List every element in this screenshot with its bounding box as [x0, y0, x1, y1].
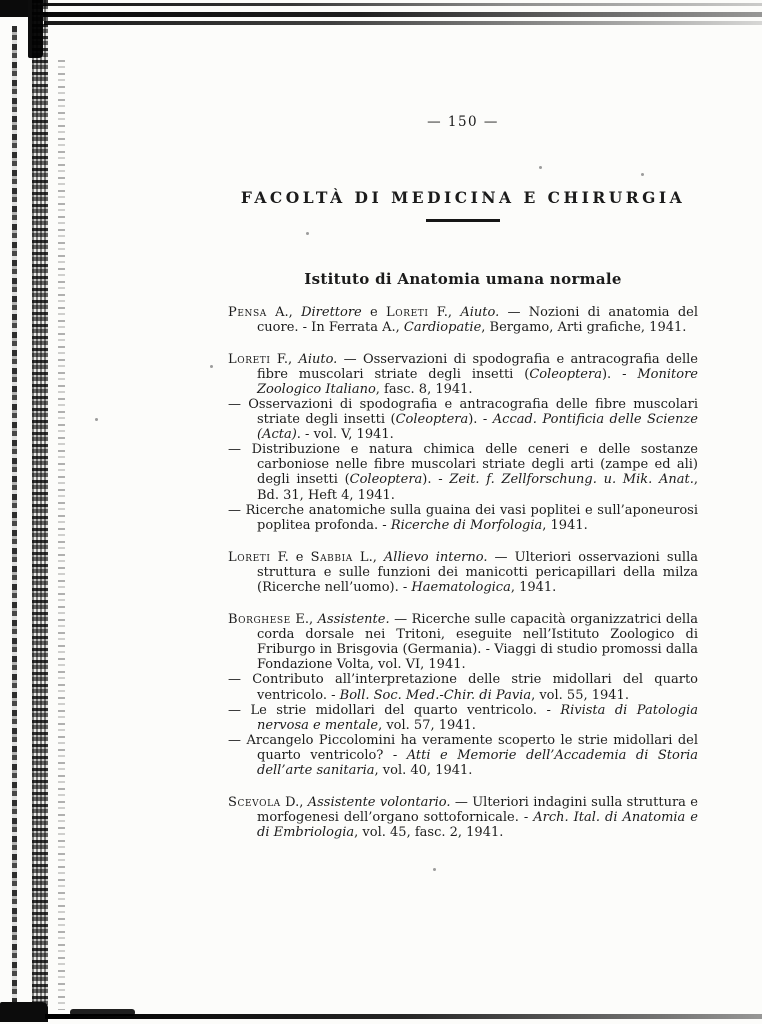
entry-segment: — Osservazioni di spodografia e antracografia delle fibre muscolari striate degli insetti (: [257, 351, 698, 382]
entry-segment: — Le strie midollari del quarto ventricolo. -: [228, 702, 561, 718]
entry-segment: Accad. Pontificia delle Scienze (Acta): [257, 412, 698, 443]
bibliography-entry: [228, 795, 698, 840]
bibliography-entry: [228, 442, 698, 502]
entry-segment: Scevola: [228, 795, 281, 811]
entry-segment: L.,: [352, 549, 384, 565]
entry-segment: Ricerche di Morfologia: [390, 517, 543, 533]
entry-segment: — Ulteriori osservazioni sulla struttura e sulle funzioni dei manicotti pericapillari della milza (Ricerche nell’uomo). -: [257, 549, 699, 595]
entry-segment: E.,: [290, 612, 318, 628]
entry-segment: — Nozioni di anatomia del cuore. - In Ferrata A.,: [257, 304, 699, 335]
entry-segment: Pensa: [228, 304, 267, 320]
entry-segment: Haematologica: [411, 580, 511, 595]
entry-segment: Zeit. f. Zellforschung. u. Mik. Anat.: [449, 472, 694, 488]
bibliography-entry: [228, 612, 698, 672]
bibliography-entry: [228, 733, 698, 778]
page-number: — 150 —: [427, 114, 499, 130]
entry-segment: Allievo interno.: [383, 549, 488, 565]
entry-segment: Aiuto.: [298, 351, 338, 367]
scan-artifact-binding-line-1: [12, 26, 17, 1006]
entry-segment: Cardiopatie: [403, 319, 482, 335]
bibliography-entry: [228, 503, 698, 533]
entry-segment: — Ricerche sulle capacità organizzatrici della corda dorsale nei Tritoni, eseguite nell’Istituto Zoologico di Friburgo in Brisgovia (Germania). - Viaggi di studio promossi dalla Fondazione Volta, vol. VI, 1941.: [257, 612, 698, 673]
entry-segment: — Osservazioni di spodografia e antracografia delle fibre muscolari striate degli insetti (: [228, 396, 698, 428]
entry-segment: , Bd. 31, Heft 4, 1941.: [257, 472, 698, 503]
entry-segment: — Distribuzione e natura chimica delle ceneri e delle sostanze carboniose nelle fibre muscolari striate degli arti (zampe ed ali) degli insetti (: [228, 442, 698, 488]
entry-segment: , vol. 55, 1941.: [531, 687, 629, 703]
bibliography-entry: [228, 397, 698, 442]
bibliography-entry: [228, 703, 698, 733]
entry-segment: D.,: [280, 795, 308, 811]
scan-artifact-binding-line-2: [32, 0, 48, 1012]
scan-artifact-corner-bar: [28, 0, 43, 58]
bibliography-entry: [228, 550, 698, 595]
entry-segment: Coleoptera: [529, 366, 602, 382]
entry-segment: e: [361, 304, 387, 320]
entry-segment: Monitore Zoologico Italiano: [257, 366, 698, 397]
faculty-title: FACOLTÀ DI MEDICINA E CHIRURGIA: [240, 188, 686, 207]
entry-segment: — Arcangelo Piccolomini ha veramente scoperto le strie midollari del quarto ventricolo? -: [228, 732, 698, 763]
entry-segment: F.,: [428, 304, 461, 320]
scan-artifact-corner-blob: [0, 0, 38, 17]
scan-speck: [210, 365, 213, 368]
page-content: [228, 0, 698, 840]
scan-speck: [95, 418, 98, 421]
entry-segment: Loreti: [386, 304, 429, 320]
entry-segment: ). -: [601, 366, 638, 382]
entry-segment: Coleoptera: [395, 412, 469, 428]
entry-segment: , vol. 57, 1941.: [378, 717, 476, 733]
entry-segment: . - vol. V, 1941.: [296, 427, 394, 443]
bibliography-entry: [228, 672, 698, 702]
entry-segment: ). -: [422, 472, 450, 488]
scan-artifact-bottom-bar: [70, 1009, 135, 1016]
scan-artifact-bottom-line: [45, 1014, 762, 1019]
entry-segment: Sabbia: [310, 549, 353, 565]
entry-segment: A.,: [266, 304, 302, 320]
entry-segment: F. e: [270, 549, 311, 565]
entry-segment: Atti e Memorie dell’Accademia di Storia dell’arte sanitaria: [257, 747, 698, 779]
bibliography-entry: [228, 352, 698, 397]
entry-segment: Assistente volontario.: [307, 795, 451, 811]
entry-segment: , vol. 45, fasc. 2, 1941.: [354, 825, 504, 841]
entry-segment: Borghese: [228, 612, 291, 628]
entry-segment: Boll. Soc. Med.-Chir. di Pavia: [339, 687, 532, 703]
bibliography-entry: [228, 305, 698, 335]
entry-segment: Loreti: [228, 351, 271, 367]
entry-segment: , vol. 40, 1941.: [374, 763, 473, 779]
entry-segment: , Bergamo, Arti grafiche, 1941.: [481, 319, 687, 335]
entry-segment: Coleoptera: [349, 472, 423, 488]
entry-segment: Rivista di Patologia nervosa e mentale: [257, 702, 698, 733]
entry-segment: — Contributo all’interpretazione delle strie midollari del quarto ventricolo. -: [228, 672, 698, 703]
entry-segment: — Ulteriori indagini sulla struttura e morfogenesi dell’organo sottofornicale. -: [257, 795, 698, 826]
entry-segment: — Ricerche anatomiche sulla guaina dei vasi poplitei e sull’aponeurosi poplitea profonda. -: [228, 502, 698, 533]
entry-segment: , fasc. 8, 1941.: [375, 381, 473, 397]
entry-segment: F.,: [270, 351, 299, 367]
entry-segment: Loreti: [228, 549, 271, 565]
scan-artifact-binding-line-3: [58, 60, 65, 1010]
institute-title: Istituto di Anatomia umana normale: [304, 269, 622, 288]
scan-artifact-bottom-blob: [0, 1002, 48, 1022]
entry-segment: , 1941.: [510, 580, 557, 595]
entry-segment: Direttore: [301, 304, 362, 320]
title-rule: [426, 219, 500, 222]
scan-speck: [433, 868, 436, 871]
bibliography-list: [228, 305, 698, 841]
entry-segment: , 1941.: [542, 517, 588, 533]
entry-segment: ). -: [468, 412, 493, 428]
entry-segment: Assistente.: [317, 612, 390, 628]
entry-segment: Aiuto.: [460, 304, 500, 320]
entry-segment: Arch. Ital. di Anatomia e di Embriologia: [257, 810, 698, 841]
